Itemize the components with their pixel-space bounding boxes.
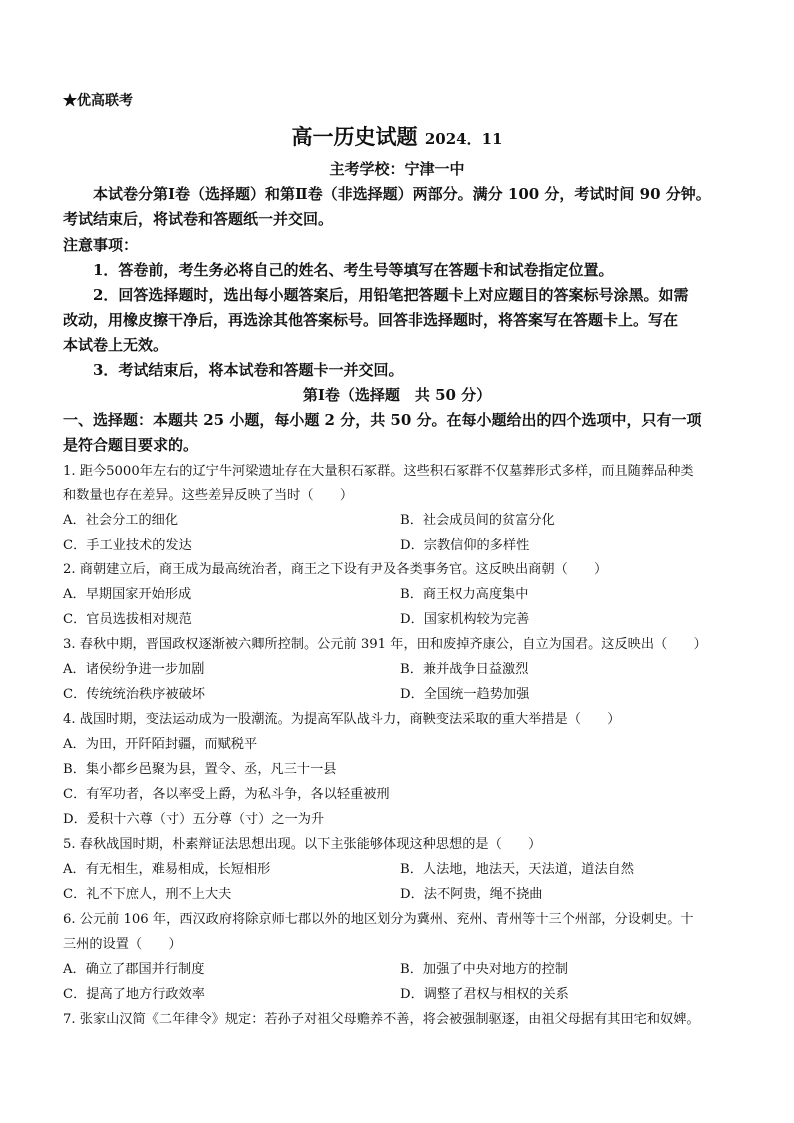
option-b: B．人法地，地法天，天法道，道法自然	[400, 862, 634, 877]
option-b: B．集小都乡邑聚为县，置令、丞，凡三十一县	[63, 762, 337, 777]
section-heading: 第Ⅰ卷（选择题 共 50 分）	[302, 386, 492, 404]
exam-date: 2024．11	[424, 130, 503, 148]
option-b: B．商王权力高度集中	[400, 587, 529, 602]
option-a: A．诸侯纷争进一步加剧	[63, 662, 205, 677]
note-item: 1．答卷前，考生务必将自己的姓名、考生号等填写在答题卡和试卷指定位置。	[93, 261, 614, 279]
question-stem: 2. 商朝建立后，商王成为最高统治者，商王之下设有尹及各类事务官。这反映出商朝（ ）	[63, 562, 608, 577]
option-c: C．有军功者，各以率受上爵，为私斗争，各以轻重被刑	[63, 787, 390, 802]
option-b: B．加强了中央对地方的控制	[400, 962, 568, 977]
intro-line: 考试结束后，将试卷和答题纸一并交回。	[63, 210, 334, 228]
option-b: B．兼并战争日益激烈	[400, 662, 529, 677]
section-instructions: 一、选择题：本题共 25 小题，每小题 2 分，共 50 分。在每小题给出的四个选项中，只有一项	[63, 411, 702, 429]
option-a: A．确立了郡国并行制度	[63, 962, 205, 977]
star-icon: ★	[63, 93, 77, 109]
option-d: D．全国统一趋势加强	[400, 687, 530, 702]
note-item: 3．考试结束后，将本试卷和答题卡一并交回。	[93, 361, 404, 379]
intro-line: 本试卷分第Ⅰ卷（选择题）和第Ⅱ卷（非选择题）两部分。满分 100 分，考试时间 90 分钟。	[93, 185, 711, 203]
notes-heading: 注意事项：	[63, 236, 139, 254]
question-stem: 6. 公元前 106 年，西汉政府将除京师七郡以外的地区划分为冀州、兖州、青州等十三个州部，分设刺史。十	[63, 912, 694, 927]
note-item: 2．回答选择题时，选出每小题答案后，用铅笔把答题卡上对应题目的答案标号涂黑。如需	[93, 286, 689, 304]
option-d: D．爰积十六尊（寸）五分尊（寸）之一为升	[63, 812, 325, 827]
option-a: A．有无相生，难易相成，长短相形	[63, 862, 271, 877]
option-c: C．礼不下庶人，刑不上大夫	[63, 887, 232, 902]
note-item: 本试卷上无效。	[63, 336, 169, 354]
question-stem: 3. 春秋中期，晋国政权逐渐被六卿所控制。公元前 391 年，田和废掉齐康公，自立为国君。这反映出（ ）	[63, 637, 707, 652]
option-d: D．国家机构较为完善	[400, 612, 530, 627]
option-d: D．调整了君权与相权的关系	[400, 987, 569, 1002]
option-c: C．提高了地方行政效率	[63, 987, 205, 1002]
note-item: 改动，用橡皮擦干净后，再选涂其他答案标号。回答非选择题时，将答案写在答题卡上。写在	[63, 311, 679, 329]
question-stem: 三州的设置（ ）	[63, 937, 182, 952]
option-c: C．传统统治秩序被破坏	[63, 687, 205, 702]
question-stem: 和数量也存在差异。这些差异反映了当时（ ）	[63, 488, 354, 503]
option-a: A．早期国家开始形成	[63, 587, 192, 602]
page-title: 高一历史试题 2024．11	[291, 124, 503, 149]
option-a: A．为田，开阡陌封疆，而赋税平	[63, 737, 258, 752]
option-d: D．宗教信仰的多样性	[400, 538, 530, 553]
question-stem: 7. 张家山汉简《二年律令》规定：若孙子对祖父母赡养不善，将会被强制驱逐，由祖父母据有其田宅和奴婢。	[63, 1012, 700, 1027]
exam-union-label: ★优高联考	[63, 93, 133, 109]
question-stem: 4. 战国时期，变法运动成为一股潮流。为提高军队战斗力，商鞅变法采取的重大举措是（ ）	[63, 712, 621, 727]
option-c: C．手工业技术的发达	[63, 538, 192, 553]
option-b: B．社会成员间的贫富分化	[400, 513, 555, 528]
option-d: D．法不阿贵，绳不挠曲	[400, 887, 543, 902]
option-c: C．官员选拔相对规范	[63, 612, 192, 627]
question-stem: 1. 距今5000年左右的辽宁牛河梁遗址存在大量积石冢群。这些积石冢群不仅墓葬形式多样，而且随葬品种类	[63, 464, 694, 479]
host-school: 主考学校：宁津一中	[329, 160, 465, 178]
question-stem: 5. 春秋战国时期，朴素辩证法思想出现。以下主张能够体现这种思想的是（ ）	[63, 837, 542, 852]
option-a: A．社会分工的细化	[63, 513, 179, 528]
section-instructions: 是符合题目要求的。	[63, 436, 199, 454]
